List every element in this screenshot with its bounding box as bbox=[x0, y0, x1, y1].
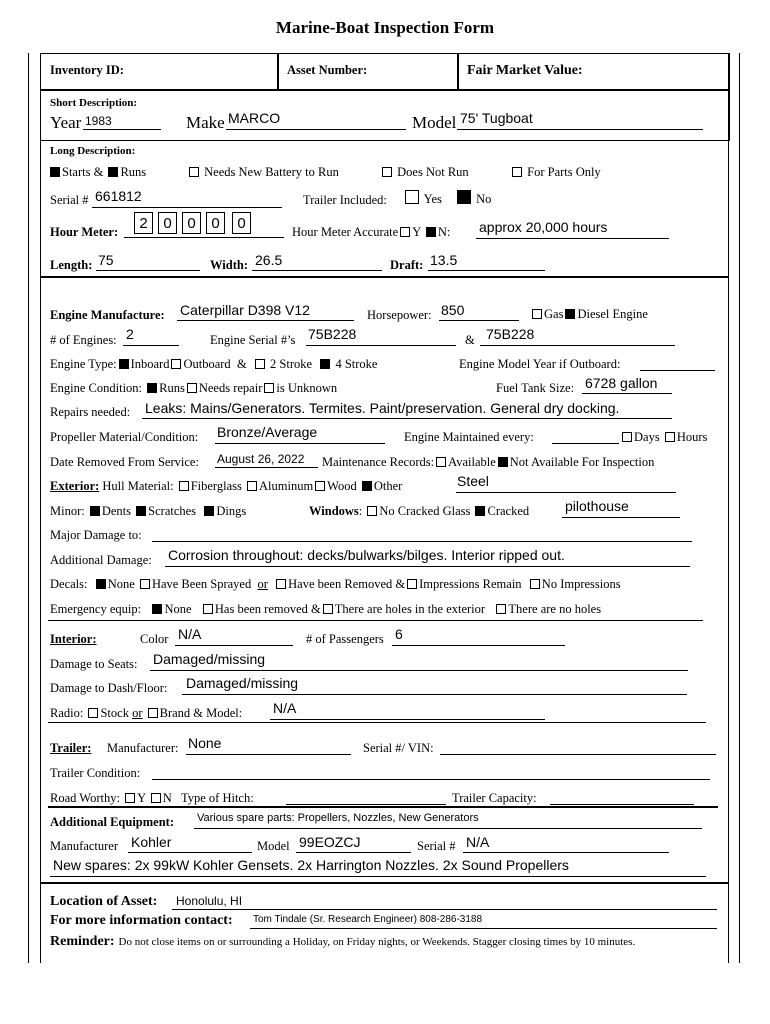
short-description-box bbox=[40, 89, 730, 141]
fuel-type-row: Gas Diesel Engine bbox=[530, 307, 648, 322]
four-stroke-checkbox[interactable] bbox=[320, 359, 330, 369]
equipment-manufacturer-value[interactable]: Kohler bbox=[131, 834, 172, 850]
hour-accurate-no-checkbox[interactable] bbox=[426, 227, 436, 237]
aluminum-checkbox[interactable] bbox=[247, 481, 257, 491]
model-value[interactable]: 75' Tugboat bbox=[460, 110, 533, 126]
days-checkbox[interactable] bbox=[622, 432, 632, 442]
engine-serial-2-value[interactable]: 75B228 bbox=[486, 326, 535, 342]
hull-material-row: Exterior: Hull Material: Fiberglass Aluminum Wood Other bbox=[50, 479, 403, 493]
make-label: Make bbox=[186, 113, 225, 132]
emergency-removed-checkbox[interactable] bbox=[203, 604, 213, 614]
hour-digit-2[interactable]: 0 bbox=[158, 212, 177, 234]
model-year-field[interactable] bbox=[640, 370, 715, 371]
holes-checkbox[interactable] bbox=[323, 604, 333, 614]
cracked-checkbox[interactable] bbox=[475, 506, 485, 516]
decals-removed-checkbox[interactable] bbox=[276, 579, 286, 589]
seats-damage-value[interactable]: Damaged/missing bbox=[153, 651, 266, 667]
new-spares-value[interactable]: New spares: 2x 99kW Kohler Gensets. 2x Harrington Nozzles. 2x Sound Propellers bbox=[53, 857, 569, 873]
maintained-unit-row: Days Hours bbox=[620, 430, 707, 445]
cond-repair-checkbox[interactable] bbox=[187, 383, 197, 393]
road-worthy-row: Road Worthy: Y N Type of Hitch: bbox=[50, 791, 254, 805]
run-status-row: Starts & Runs bbox=[48, 165, 146, 180]
trailer-no-checkbox[interactable] bbox=[457, 190, 471, 204]
runs-checkbox[interactable] bbox=[108, 167, 118, 177]
horsepower-label: Horsepower: bbox=[367, 308, 432, 322]
date-removed-label: Date Removed From Service: bbox=[50, 455, 199, 469]
maintained-field[interactable] bbox=[552, 443, 619, 444]
interior-label: Interior: bbox=[50, 632, 97, 646]
hour-digit-4[interactable]: 0 bbox=[206, 212, 225, 234]
engine-manufacturer-label: Engine Manufacture: bbox=[50, 308, 165, 322]
trailer-capacity-field[interactable] bbox=[550, 804, 694, 805]
starts-checkbox[interactable] bbox=[50, 167, 60, 177]
cracked-value[interactable]: pilothouse bbox=[565, 498, 629, 514]
equipment-label: Additional Equipment: bbox=[50, 815, 174, 829]
equipment-serial-value[interactable]: N/A bbox=[466, 834, 490, 850]
serial-value[interactable]: 661812 bbox=[95, 188, 142, 204]
trailer-condition-label: Trailer Condition: bbox=[50, 766, 141, 780]
serial-label: Serial # bbox=[50, 193, 89, 207]
windows-row: Windows: No Cracked Glass Cracked bbox=[309, 504, 530, 518]
hour-digit-1[interactable]: 2 bbox=[134, 212, 153, 234]
dents-checkbox[interactable] bbox=[90, 506, 100, 516]
asset-number-label: Asset Number: bbox=[287, 63, 368, 77]
trailer-manufacturer-label: Manufacturer: bbox=[107, 741, 179, 755]
equipment-manufacturer-label: Manufacturer bbox=[50, 839, 119, 853]
trailer-manufacturer-value[interactable]: None bbox=[188, 735, 222, 751]
decals-row: Decals: None Have Been Sprayed or Have been Removed & Impressions Remain No Impressions bbox=[50, 577, 621, 591]
make-value[interactable]: MARCO bbox=[228, 110, 281, 126]
road-worthy-no-checkbox[interactable] bbox=[151, 793, 161, 803]
trailer-yes-option: Yes bbox=[403, 190, 442, 207]
inventory-id-label: Inventory ID: bbox=[50, 63, 124, 77]
year-value[interactable]: 1983 bbox=[85, 114, 112, 128]
radio-value[interactable]: N/A bbox=[273, 700, 297, 716]
maint-records-row: Maintenance Records: Available Not Available For Inspection bbox=[322, 455, 655, 469]
decals-none-checkbox[interactable] bbox=[96, 579, 106, 589]
trailer-included-label: Trailer Included: bbox=[303, 193, 387, 207]
reminder-row: Reminder: Do not close items on or surrounding a Holiday, on Friday nights, or Weekends. Stagger closing times by 10 minutes. bbox=[50, 934, 636, 949]
hour-meter-label: Hour Meter: bbox=[50, 225, 119, 239]
engine-condition-row: Engine Condition: Runs Needs repair is Unknown bbox=[50, 381, 338, 395]
engine-manufacturer-value[interactable]: Caterpillar D398 V12 bbox=[180, 302, 310, 318]
wood-checkbox[interactable] bbox=[315, 481, 325, 491]
length-label: Length: bbox=[50, 258, 93, 272]
hitch-type-field[interactable] bbox=[286, 804, 446, 805]
passengers-value[interactable]: 6 bbox=[395, 626, 403, 642]
engine-type-row: Engine Type: Inboard Outboard & 2 Stroke 4 Stroke bbox=[50, 357, 378, 371]
color-label: Color bbox=[140, 632, 169, 646]
frame-inner-right bbox=[728, 53, 729, 963]
location-value[interactable]: Honolulu, HI bbox=[176, 894, 243, 908]
fair-market-value-label: Fair Market Value: bbox=[467, 63, 583, 78]
draft-value[interactable]: 13.5 bbox=[430, 252, 458, 268]
radio-row: Radio: Stock or Brand & Model: bbox=[50, 706, 243, 720]
hour-digit-3[interactable]: 0 bbox=[182, 212, 201, 234]
hull-other-value[interactable]: Steel bbox=[457, 473, 489, 489]
passengers-label: # of Passengers bbox=[306, 632, 384, 646]
contact-value[interactable]: Tom Tindale (Sr. Research Engineer) 808-286-3188 bbox=[253, 914, 483, 925]
trailer-vin-field[interactable] bbox=[440, 754, 716, 755]
contact-label: For more information contact: bbox=[50, 913, 233, 928]
short-description-label: Short Description: bbox=[50, 97, 138, 109]
hour-digit-5[interactable]: 0 bbox=[232, 212, 251, 234]
dash-damage-label: Damage to Dash/Floor: bbox=[50, 681, 168, 695]
form-title: Marine-Boat Inspection Form bbox=[275, 18, 495, 37]
num-engines-value[interactable]: 2 bbox=[126, 326, 134, 342]
scratches-checkbox[interactable] bbox=[136, 506, 146, 516]
does-not-run-option: Does Not Run bbox=[380, 165, 469, 180]
needs-battery-checkbox[interactable] bbox=[189, 167, 199, 177]
fiberglass-checkbox[interactable] bbox=[179, 481, 189, 491]
records-not-available-checkbox[interactable] bbox=[498, 457, 508, 467]
reminder-text: Do not close items on or surrounding a Holiday, on Friday nights, or Weekends. Stagger closing times by 10 minutes. bbox=[118, 936, 636, 948]
maintained-label: Engine Maintained every: bbox=[404, 430, 534, 444]
date-removed-value[interactable]: August 26, 2022 bbox=[217, 452, 305, 466]
hour-accurate-yes-checkbox[interactable] bbox=[400, 227, 410, 237]
impressions-remain-checkbox[interactable] bbox=[407, 579, 417, 589]
gas-checkbox[interactable] bbox=[532, 309, 542, 319]
additional-damage-value[interactable]: Corrosion throughout: decks/bulwarks/bilges. Interior ripped out. bbox=[168, 547, 565, 563]
diesel-checkbox[interactable] bbox=[565, 309, 575, 319]
trailer-condition-field[interactable] bbox=[152, 779, 710, 780]
radio-stock-checkbox[interactable] bbox=[88, 708, 98, 718]
records-available-checkbox[interactable] bbox=[436, 457, 446, 467]
year-label: Year bbox=[50, 113, 82, 132]
length-value[interactable]: 75 bbox=[98, 252, 114, 268]
fuel-tank-value[interactable]: 6728 gallon bbox=[585, 375, 658, 391]
model-year-label: Engine Model Year if Outboard: bbox=[459, 357, 621, 371]
major-damage-label: Major Damage to: bbox=[50, 528, 142, 542]
no-cracked-glass-checkbox[interactable] bbox=[367, 506, 377, 516]
hour-note-value[interactable]: approx 20,000 hours bbox=[479, 219, 608, 235]
cond-unknown-checkbox[interactable] bbox=[264, 383, 274, 393]
hour-accurate-row: Hour Meter Accurate Y N: bbox=[292, 225, 451, 239]
propeller-value[interactable]: Bronze/Average bbox=[217, 424, 318, 440]
parts-only-option: For Parts Only bbox=[510, 165, 601, 180]
cond-runs-checkbox[interactable] bbox=[147, 383, 157, 393]
engine-serial-amp: & bbox=[465, 333, 475, 347]
equipment-serial-label: Serial # bbox=[417, 839, 456, 853]
color-value[interactable]: N/A bbox=[178, 626, 202, 642]
minor-damage-row: Minor: Dents Scratches Dings bbox=[50, 504, 247, 518]
other-hull-checkbox[interactable] bbox=[362, 481, 372, 491]
dash-damage-value[interactable]: Damaged/missing bbox=[186, 675, 299, 691]
repairs-value[interactable]: Leaks: Mains/Generators. Termites. Paint/preservation. General dry docking. bbox=[145, 400, 620, 416]
width-label: Width: bbox=[210, 258, 248, 272]
parts-only-checkbox[interactable] bbox=[512, 167, 522, 177]
model-label: Model bbox=[412, 113, 457, 132]
width-value[interactable]: 26.5 bbox=[255, 252, 283, 268]
does-not-run-checkbox[interactable] bbox=[382, 167, 392, 177]
hours-checkbox[interactable] bbox=[665, 432, 675, 442]
engine-serials-label: Engine Serial #’s bbox=[210, 333, 296, 347]
two-stroke-checkbox[interactable] bbox=[255, 359, 265, 369]
needs-battery-option: Needs New Battery to Run bbox=[187, 165, 339, 180]
dings-checkbox[interactable] bbox=[204, 506, 214, 516]
fuel-tank-label: Fuel Tank Size: bbox=[496, 381, 575, 395]
outboard-checkbox[interactable] bbox=[171, 359, 181, 369]
trailer-label: Trailer: bbox=[50, 741, 92, 755]
horsepower-value[interactable]: 850 bbox=[441, 302, 465, 318]
decals-sprayed-checkbox[interactable] bbox=[140, 579, 150, 589]
draft-label: Draft: bbox=[390, 258, 424, 272]
trailer-no-option: No bbox=[455, 190, 491, 207]
engine-serial-1-value[interactable]: 75B228 bbox=[308, 326, 357, 342]
trailer-yes-checkbox[interactable] bbox=[405, 190, 419, 204]
propeller-label: Propeller Material/Condition: bbox=[50, 430, 199, 444]
seats-damage-label: Damage to Seats: bbox=[50, 657, 138, 671]
equipment-value[interactable]: Various spare parts: Propellers, Nozzles, New Generators bbox=[197, 812, 479, 824]
additional-damage-label: Additional Damage: bbox=[50, 553, 152, 567]
no-holes-checkbox[interactable] bbox=[496, 604, 506, 614]
inboard-checkbox[interactable] bbox=[119, 359, 129, 369]
repairs-label: Repairs needed: bbox=[50, 405, 131, 419]
major-damage-field[interactable] bbox=[152, 541, 692, 542]
road-worthy-yes-checkbox[interactable] bbox=[125, 793, 135, 803]
emergency-none-checkbox[interactable] bbox=[152, 604, 162, 614]
frame-inner-left bbox=[40, 53, 41, 963]
no-impressions-checkbox[interactable] bbox=[530, 579, 540, 589]
num-engines-label: # of Engines: bbox=[50, 333, 117, 347]
location-label: Location of Asset: bbox=[50, 894, 158, 909]
radio-brand-checkbox[interactable] bbox=[148, 708, 158, 718]
equipment-model-label: Model bbox=[257, 839, 290, 853]
trailer-capacity-label: Trailer Capacity: bbox=[452, 791, 537, 805]
long-description-label: Long Description: bbox=[50, 145, 136, 157]
trailer-vin-label: Serial #/ VIN: bbox=[363, 741, 434, 755]
emergency-row: Emergency equip: None Has been removed & There are holes in the exterior There are no holes bbox=[50, 602, 602, 616]
equipment-model-value[interactable]: 99EOZCJ bbox=[299, 834, 361, 850]
